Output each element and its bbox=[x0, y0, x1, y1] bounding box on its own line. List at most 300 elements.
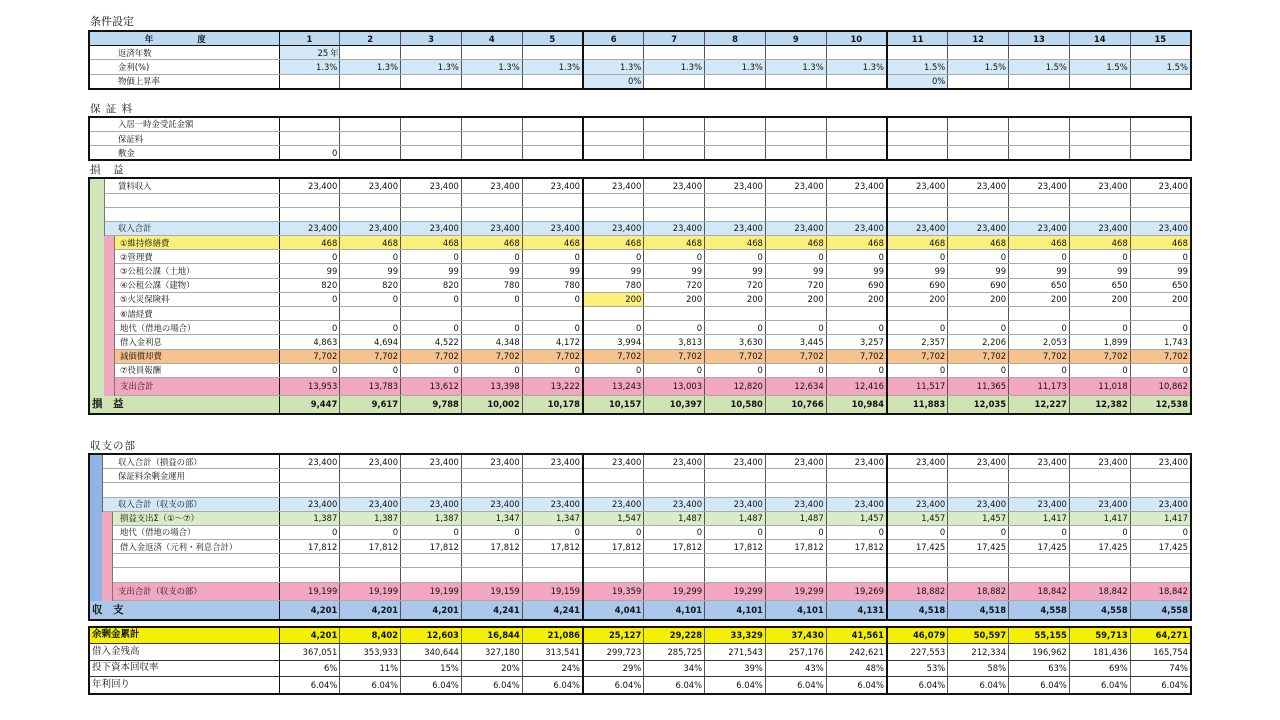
value-cell[interactable]: 23,400 bbox=[765, 497, 826, 511]
value-cell[interactable]: 1,457 bbox=[826, 511, 887, 525]
value-cell[interactable]: 0 bbox=[948, 321, 1009, 335]
value-cell[interactable] bbox=[401, 146, 462, 161]
value-cell[interactable] bbox=[1009, 146, 1070, 161]
value-cell[interactable]: 0 bbox=[340, 292, 401, 306]
value-cell[interactable] bbox=[705, 554, 766, 568]
value-cell[interactable]: 9,617 bbox=[340, 395, 401, 414]
value-cell[interactable]: 18,842 bbox=[1009, 582, 1070, 600]
value-cell[interactable] bbox=[644, 207, 705, 221]
value-cell[interactable]: 7,702 bbox=[705, 349, 766, 363]
value-cell[interactable] bbox=[887, 46, 948, 60]
value-cell[interactable]: 13,398 bbox=[461, 377, 522, 395]
value-cell[interactable] bbox=[948, 146, 1009, 161]
value-cell[interactable]: 200 bbox=[1069, 292, 1130, 306]
value-cell[interactable] bbox=[644, 46, 705, 60]
value-cell[interactable] bbox=[279, 469, 340, 483]
value-cell[interactable] bbox=[340, 74, 401, 89]
value-cell[interactable]: 7,702 bbox=[522, 349, 583, 363]
value-cell[interactable] bbox=[826, 131, 887, 145]
value-cell[interactable]: 0 bbox=[522, 292, 583, 306]
value-cell[interactable]: 23,400 bbox=[887, 497, 948, 511]
value-cell[interactable]: 0 bbox=[461, 292, 522, 306]
value-cell[interactable]: 43% bbox=[765, 660, 826, 677]
value-cell[interactable]: 23,400 bbox=[765, 178, 826, 193]
value-cell[interactable] bbox=[826, 46, 887, 60]
value-cell[interactable]: 0 bbox=[461, 525, 522, 539]
value-cell[interactable] bbox=[461, 146, 522, 161]
value-cell[interactable]: 7,702 bbox=[887, 349, 948, 363]
value-cell[interactable]: 59,713 bbox=[1069, 627, 1130, 644]
value-cell[interactable]: 1,457 bbox=[887, 511, 948, 525]
value-cell[interactable] bbox=[705, 307, 766, 321]
value-cell[interactable] bbox=[401, 483, 462, 497]
value-cell[interactable]: 17,425 bbox=[1009, 540, 1070, 554]
value-cell[interactable] bbox=[1009, 193, 1070, 207]
value-cell[interactable]: 10,178 bbox=[522, 395, 583, 414]
value-cell[interactable]: 18,842 bbox=[1130, 582, 1191, 600]
value-cell[interactable]: 23,400 bbox=[948, 221, 1009, 235]
value-cell[interactable]: 50,597 bbox=[948, 627, 1009, 644]
value-cell[interactable]: 200 bbox=[644, 292, 705, 306]
value-cell[interactable]: 1.5% bbox=[1069, 60, 1130, 74]
value-cell[interactable]: 46,079 bbox=[887, 627, 948, 644]
value-cell[interactable] bbox=[705, 193, 766, 207]
value-cell[interactable]: 10,580 bbox=[705, 395, 766, 414]
value-cell[interactable]: 0 bbox=[1069, 321, 1130, 335]
value-cell[interactable] bbox=[340, 554, 401, 568]
value-cell[interactable] bbox=[340, 193, 401, 207]
value-cell[interactable] bbox=[522, 146, 583, 161]
value-cell[interactable]: 1.3% bbox=[583, 60, 644, 74]
value-cell[interactable]: 17,812 bbox=[644, 540, 705, 554]
value-cell[interactable]: 29% bbox=[583, 660, 644, 677]
value-cell[interactable]: 23,400 bbox=[644, 221, 705, 235]
value-cell[interactable]: 13,243 bbox=[583, 377, 644, 395]
value-cell[interactable]: 0 bbox=[279, 525, 340, 539]
value-cell[interactable]: 23,400 bbox=[522, 454, 583, 469]
value-cell[interactable]: 23,400 bbox=[1009, 221, 1070, 235]
value-cell[interactable] bbox=[1130, 117, 1191, 132]
value-cell[interactable]: 12,820 bbox=[705, 377, 766, 395]
value-cell[interactable]: 3,813 bbox=[644, 335, 705, 349]
value-cell[interactable]: 6.04% bbox=[522, 677, 583, 694]
value-cell[interactable]: 9,788 bbox=[401, 395, 462, 414]
value-cell[interactable]: 3,630 bbox=[705, 335, 766, 349]
value-cell[interactable]: 327,180 bbox=[461, 644, 522, 661]
value-cell[interactable]: 0 bbox=[948, 363, 1009, 377]
value-cell[interactable]: 12,382 bbox=[1069, 395, 1130, 414]
value-cell[interactable]: 7,702 bbox=[826, 349, 887, 363]
value-cell[interactable] bbox=[644, 74, 705, 89]
value-cell[interactable]: 23,400 bbox=[340, 454, 401, 469]
value-cell[interactable]: 7,702 bbox=[583, 349, 644, 363]
value-cell[interactable] bbox=[1069, 207, 1130, 221]
value-cell[interactable]: 23,400 bbox=[1130, 221, 1191, 235]
value-cell[interactable]: 340,644 bbox=[401, 644, 462, 661]
value-cell[interactable]: 23,400 bbox=[1130, 178, 1191, 193]
value-cell[interactable]: 1,487 bbox=[705, 511, 766, 525]
value-cell[interactable]: 23,400 bbox=[401, 221, 462, 235]
value-cell[interactable]: 7,702 bbox=[401, 349, 462, 363]
value-cell[interactable]: 55,155 bbox=[1009, 627, 1070, 644]
value-cell[interactable] bbox=[1069, 483, 1130, 497]
value-cell[interactable]: 0 bbox=[826, 363, 887, 377]
value-cell[interactable] bbox=[522, 193, 583, 207]
value-cell[interactable] bbox=[1009, 568, 1070, 582]
value-cell[interactable]: 4,241 bbox=[522, 600, 583, 620]
value-cell[interactable]: 0 bbox=[765, 525, 826, 539]
value-cell[interactable]: 58% bbox=[948, 660, 1009, 677]
value-cell[interactable]: 468 bbox=[1009, 236, 1070, 250]
value-cell[interactable]: 19,359 bbox=[583, 582, 644, 600]
value-cell[interactable]: 313,541 bbox=[522, 644, 583, 661]
value-cell[interactable] bbox=[765, 554, 826, 568]
value-cell[interactable]: 4,348 bbox=[461, 335, 522, 349]
value-cell[interactable]: 10,002 bbox=[461, 395, 522, 414]
value-cell[interactable]: 4,558 bbox=[1130, 600, 1191, 620]
value-cell[interactable] bbox=[948, 483, 1009, 497]
value-cell[interactable]: 99 bbox=[705, 264, 766, 278]
value-cell[interactable]: 12,538 bbox=[1130, 395, 1191, 414]
value-cell[interactable] bbox=[765, 193, 826, 207]
value-cell[interactable] bbox=[1069, 554, 1130, 568]
value-cell[interactable] bbox=[583, 483, 644, 497]
value-cell[interactable]: 820 bbox=[401, 278, 462, 292]
value-cell[interactable] bbox=[279, 207, 340, 221]
value-cell[interactable]: 468 bbox=[765, 236, 826, 250]
value-cell[interactable] bbox=[705, 483, 766, 497]
value-cell[interactable] bbox=[522, 117, 583, 132]
value-cell[interactable]: 468 bbox=[705, 236, 766, 250]
value-cell[interactable]: 1,417 bbox=[1130, 511, 1191, 525]
value-cell[interactable] bbox=[826, 483, 887, 497]
value-cell[interactable]: 41,561 bbox=[826, 627, 887, 644]
value-cell[interactable]: 468 bbox=[401, 236, 462, 250]
value-cell[interactable]: 650 bbox=[1130, 278, 1191, 292]
value-cell[interactable] bbox=[583, 207, 644, 221]
value-cell[interactable] bbox=[948, 469, 1009, 483]
value-cell[interactable]: 0 bbox=[522, 250, 583, 264]
value-cell[interactable]: 1.5% bbox=[887, 60, 948, 74]
value-cell[interactable]: 23,400 bbox=[765, 221, 826, 235]
value-cell[interactable]: 99 bbox=[887, 264, 948, 278]
value-cell[interactable] bbox=[340, 207, 401, 221]
value-cell[interactable]: 1.5% bbox=[948, 60, 1009, 74]
value-cell[interactable]: 200 bbox=[1009, 292, 1070, 306]
value-cell[interactable]: 1.3% bbox=[644, 60, 705, 74]
value-cell[interactable]: 468 bbox=[644, 236, 705, 250]
value-cell[interactable]: 23,400 bbox=[644, 454, 705, 469]
value-cell[interactable] bbox=[522, 554, 583, 568]
value-cell[interactable] bbox=[461, 193, 522, 207]
value-cell[interactable]: 23,400 bbox=[340, 221, 401, 235]
value-cell[interactable]: 99 bbox=[826, 264, 887, 278]
value-cell[interactable]: 4,694 bbox=[340, 335, 401, 349]
value-cell[interactable]: 6.04% bbox=[461, 677, 522, 694]
value-cell[interactable]: 23,400 bbox=[705, 178, 766, 193]
value-cell[interactable]: 99 bbox=[401, 264, 462, 278]
value-cell[interactable]: 720 bbox=[705, 278, 766, 292]
value-cell[interactable]: 23,400 bbox=[644, 178, 705, 193]
value-cell[interactable]: 0 bbox=[583, 321, 644, 335]
value-cell[interactable]: 7,702 bbox=[1069, 349, 1130, 363]
value-cell[interactable]: 10,397 bbox=[644, 395, 705, 414]
value-cell[interactable] bbox=[401, 307, 462, 321]
value-cell[interactable] bbox=[1130, 568, 1191, 582]
value-cell[interactable]: 0 bbox=[279, 363, 340, 377]
value-cell[interactable]: 3,257 bbox=[826, 335, 887, 349]
value-cell[interactable] bbox=[1009, 74, 1070, 89]
value-cell[interactable]: 468 bbox=[948, 236, 1009, 250]
value-cell[interactable] bbox=[522, 46, 583, 60]
value-cell[interactable] bbox=[1009, 483, 1070, 497]
value-cell[interactable] bbox=[948, 568, 1009, 582]
value-cell[interactable]: 0 bbox=[1130, 525, 1191, 539]
value-cell[interactable]: 0 bbox=[765, 321, 826, 335]
value-cell[interactable]: 13,222 bbox=[522, 377, 583, 395]
value-cell[interactable]: 12,227 bbox=[1009, 395, 1070, 414]
value-cell[interactable]: 19,159 bbox=[461, 582, 522, 600]
value-cell[interactable]: 0 bbox=[644, 321, 705, 335]
value-cell[interactable]: 23,400 bbox=[279, 454, 340, 469]
value-cell[interactable]: 99 bbox=[1130, 264, 1191, 278]
value-cell[interactable]: 690 bbox=[887, 278, 948, 292]
value-cell[interactable]: 4,101 bbox=[705, 600, 766, 620]
value-cell[interactable]: 23,400 bbox=[1009, 497, 1070, 511]
value-cell[interactable]: 23,400 bbox=[461, 221, 522, 235]
value-cell[interactable] bbox=[401, 469, 462, 483]
value-cell[interactable]: 200 bbox=[1130, 292, 1191, 306]
value-cell[interactable] bbox=[583, 307, 644, 321]
value-cell[interactable]: 23,400 bbox=[1069, 454, 1130, 469]
value-cell[interactable]: 23,400 bbox=[461, 178, 522, 193]
value-cell[interactable]: 19,199 bbox=[279, 582, 340, 600]
value-cell[interactable]: 1,387 bbox=[279, 511, 340, 525]
value-cell[interactable]: 99 bbox=[522, 264, 583, 278]
value-cell[interactable] bbox=[948, 131, 1009, 145]
value-cell[interactable]: 17,812 bbox=[583, 540, 644, 554]
value-cell[interactable]: 0 bbox=[583, 250, 644, 264]
value-cell[interactable]: 23,400 bbox=[765, 454, 826, 469]
value-cell[interactable] bbox=[1130, 483, 1191, 497]
value-cell[interactable]: 17,812 bbox=[522, 540, 583, 554]
value-cell[interactable]: 23,400 bbox=[1069, 221, 1130, 235]
value-cell[interactable]: 242,621 bbox=[826, 644, 887, 661]
value-cell[interactable]: 23,400 bbox=[522, 178, 583, 193]
value-cell[interactable] bbox=[948, 207, 1009, 221]
value-cell[interactable] bbox=[583, 117, 644, 132]
value-cell[interactable]: 7,702 bbox=[948, 349, 1009, 363]
value-cell[interactable]: 780 bbox=[583, 278, 644, 292]
value-cell[interactable]: 0 bbox=[522, 363, 583, 377]
value-cell[interactable]: 4,863 bbox=[279, 335, 340, 349]
value-cell[interactable]: 12,634 bbox=[765, 377, 826, 395]
value-cell[interactable]: 181,436 bbox=[1069, 644, 1130, 661]
value-cell[interactable]: 4,101 bbox=[765, 600, 826, 620]
value-cell[interactable]: 74% bbox=[1130, 660, 1191, 677]
value-cell[interactable] bbox=[705, 131, 766, 145]
value-cell[interactable]: 23,400 bbox=[583, 497, 644, 511]
value-cell[interactable]: 6.04% bbox=[401, 677, 462, 694]
value-cell[interactable]: 1,347 bbox=[461, 511, 522, 525]
value-cell[interactable]: 299,723 bbox=[583, 644, 644, 661]
value-cell[interactable]: 0 bbox=[765, 250, 826, 264]
value-cell[interactable]: 23,400 bbox=[583, 221, 644, 235]
value-cell[interactable]: 8,402 bbox=[340, 627, 401, 644]
value-cell[interactable]: 1.3% bbox=[826, 60, 887, 74]
value-cell[interactable] bbox=[583, 469, 644, 483]
value-cell[interactable]: 0 bbox=[401, 292, 462, 306]
value-cell[interactable] bbox=[1130, 207, 1191, 221]
value-cell[interactable] bbox=[583, 46, 644, 60]
value-cell[interactable] bbox=[705, 146, 766, 161]
value-cell[interactable]: 99 bbox=[948, 264, 1009, 278]
value-cell[interactable]: 3,445 bbox=[765, 335, 826, 349]
value-cell[interactable]: 1,387 bbox=[340, 511, 401, 525]
value-cell[interactable]: 4,558 bbox=[1009, 600, 1070, 620]
value-cell[interactable] bbox=[279, 307, 340, 321]
value-cell[interactable] bbox=[948, 74, 1009, 89]
value-cell[interactable]: 23,400 bbox=[340, 178, 401, 193]
value-cell[interactable] bbox=[765, 146, 826, 161]
value-cell[interactable] bbox=[887, 568, 948, 582]
value-cell[interactable] bbox=[1130, 131, 1191, 145]
value-cell[interactable] bbox=[644, 146, 705, 161]
value-cell[interactable] bbox=[461, 469, 522, 483]
value-cell[interactable]: 0 bbox=[461, 363, 522, 377]
value-cell[interactable] bbox=[644, 117, 705, 132]
value-cell[interactable] bbox=[826, 207, 887, 221]
value-cell[interactable]: 1,457 bbox=[948, 511, 1009, 525]
value-cell[interactable]: 17,812 bbox=[826, 540, 887, 554]
value-cell[interactable]: 2,053 bbox=[1009, 335, 1070, 349]
value-cell[interactable] bbox=[826, 307, 887, 321]
value-cell[interactable]: 10,157 bbox=[583, 395, 644, 414]
value-cell[interactable] bbox=[705, 117, 766, 132]
value-cell[interactable]: 12,603 bbox=[401, 627, 462, 644]
value-cell[interactable]: 13,003 bbox=[644, 377, 705, 395]
value-cell[interactable]: 23,400 bbox=[1009, 454, 1070, 469]
value-cell[interactable]: 0 bbox=[887, 250, 948, 264]
value-cell[interactable]: 1,487 bbox=[644, 511, 705, 525]
value-cell[interactable]: 6.04% bbox=[1009, 677, 1070, 694]
value-cell[interactable] bbox=[826, 568, 887, 582]
value-cell[interactable]: 200 bbox=[948, 292, 1009, 306]
value-cell[interactable]: 7,702 bbox=[1009, 349, 1070, 363]
value-cell[interactable] bbox=[887, 307, 948, 321]
value-cell[interactable]: 468 bbox=[583, 236, 644, 250]
value-cell[interactable]: 18,882 bbox=[948, 582, 1009, 600]
value-cell[interactable]: 0 bbox=[644, 250, 705, 264]
value-cell[interactable] bbox=[705, 568, 766, 582]
value-cell[interactable]: 99 bbox=[765, 264, 826, 278]
value-cell[interactable]: 16,844 bbox=[461, 627, 522, 644]
value-cell[interactable]: 19,299 bbox=[705, 582, 766, 600]
value-cell[interactable]: 0 bbox=[826, 250, 887, 264]
value-cell[interactable]: 64,271 bbox=[1130, 627, 1191, 644]
value-cell[interactable] bbox=[340, 568, 401, 582]
value-cell[interactable] bbox=[583, 568, 644, 582]
value-cell[interactable]: 7,702 bbox=[340, 349, 401, 363]
value-cell[interactable]: 0 bbox=[522, 525, 583, 539]
value-cell[interactable]: 0 bbox=[340, 250, 401, 264]
value-cell[interactable]: 6.04% bbox=[765, 677, 826, 694]
value-cell[interactable]: 19,269 bbox=[826, 582, 887, 600]
value-cell[interactable] bbox=[705, 207, 766, 221]
value-cell[interactable]: 29,228 bbox=[644, 627, 705, 644]
value-cell[interactable]: 1,899 bbox=[1069, 335, 1130, 349]
value-cell[interactable]: 0 bbox=[826, 525, 887, 539]
value-cell[interactable] bbox=[1009, 46, 1070, 60]
value-cell[interactable]: 48% bbox=[826, 660, 887, 677]
value-cell[interactable]: 0 bbox=[1069, 363, 1130, 377]
value-cell[interactable]: 1,387 bbox=[401, 511, 462, 525]
value-cell[interactable] bbox=[279, 483, 340, 497]
value-cell[interactable] bbox=[1130, 307, 1191, 321]
value-cell[interactable]: 17,812 bbox=[279, 540, 340, 554]
value-cell[interactable]: 0 bbox=[705, 250, 766, 264]
value-cell[interactable]: 200 bbox=[705, 292, 766, 306]
value-cell[interactable] bbox=[279, 131, 340, 145]
value-cell[interactable]: 650 bbox=[1069, 278, 1130, 292]
value-cell[interactable] bbox=[340, 307, 401, 321]
value-cell[interactable]: 0 bbox=[948, 250, 1009, 264]
value-cell[interactable] bbox=[1069, 307, 1130, 321]
value-cell[interactable]: 0 bbox=[401, 363, 462, 377]
value-cell[interactable]: 23,400 bbox=[705, 221, 766, 235]
value-cell[interactable] bbox=[948, 307, 1009, 321]
value-cell[interactable] bbox=[461, 131, 522, 145]
value-cell[interactable]: 1,547 bbox=[583, 511, 644, 525]
value-cell[interactable]: 69% bbox=[1069, 660, 1130, 677]
value-cell[interactable]: 690 bbox=[826, 278, 887, 292]
value-cell[interactable]: 4,241 bbox=[461, 600, 522, 620]
value-cell[interactable]: 6.04% bbox=[948, 677, 1009, 694]
value-cell[interactable]: 212,334 bbox=[948, 644, 1009, 661]
value-cell[interactable] bbox=[461, 483, 522, 497]
value-cell[interactable]: 23,400 bbox=[948, 178, 1009, 193]
value-cell[interactable]: 1,347 bbox=[522, 511, 583, 525]
value-cell[interactable]: 1.5% bbox=[1130, 60, 1191, 74]
value-cell[interactable]: 10,862 bbox=[1130, 377, 1191, 395]
value-cell[interactable]: 6.04% bbox=[644, 677, 705, 694]
value-cell[interactable]: 17,425 bbox=[1069, 540, 1130, 554]
value-cell[interactable] bbox=[461, 554, 522, 568]
value-cell[interactable]: 99 bbox=[1069, 264, 1130, 278]
value-cell[interactable]: 1.3% bbox=[522, 60, 583, 74]
value-cell[interactable] bbox=[826, 117, 887, 132]
value-cell[interactable] bbox=[1009, 307, 1070, 321]
value-cell[interactable] bbox=[765, 207, 826, 221]
value-cell[interactable]: 4,101 bbox=[644, 600, 705, 620]
value-cell[interactable]: 6.04% bbox=[1130, 677, 1191, 694]
value-cell[interactable]: 23,400 bbox=[705, 454, 766, 469]
value-cell[interactable]: 7,702 bbox=[765, 349, 826, 363]
value-cell[interactable]: 468 bbox=[461, 236, 522, 250]
value-cell[interactable] bbox=[887, 483, 948, 497]
value-cell[interactable] bbox=[1130, 46, 1191, 60]
value-cell[interactable]: 200 bbox=[583, 292, 644, 306]
value-cell[interactable]: 13,612 bbox=[401, 377, 462, 395]
value-cell[interactable]: 23,400 bbox=[401, 497, 462, 511]
value-cell[interactable] bbox=[1069, 568, 1130, 582]
value-cell[interactable] bbox=[887, 193, 948, 207]
value-cell[interactable]: 25,127 bbox=[583, 627, 644, 644]
value-cell[interactable]: 0 bbox=[279, 146, 340, 161]
value-cell[interactable]: 7,702 bbox=[279, 349, 340, 363]
value-cell[interactable]: 0 bbox=[401, 321, 462, 335]
value-cell[interactable]: 23,400 bbox=[826, 454, 887, 469]
